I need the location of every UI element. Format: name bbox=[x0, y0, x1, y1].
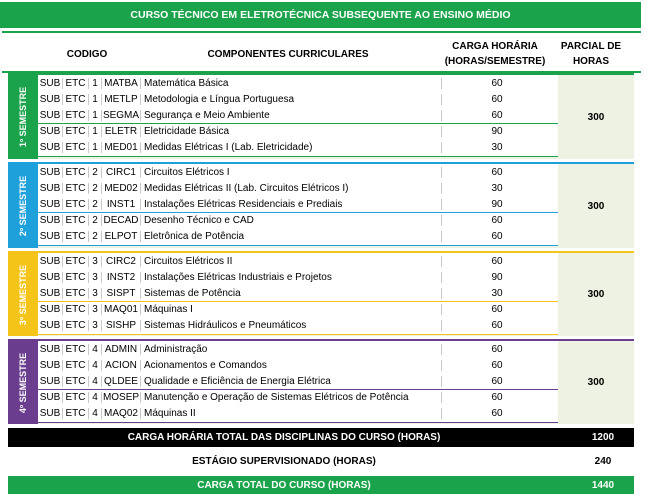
course-semester-number: 1 bbox=[89, 110, 102, 121]
course-semester-number: 4 bbox=[89, 360, 102, 371]
course-semester-number: 4 bbox=[89, 376, 102, 387]
course-type: SUB bbox=[38, 199, 63, 210]
course-row bbox=[38, 196, 558, 213]
course-row bbox=[38, 229, 558, 246]
semester-side-label bbox=[8, 341, 38, 424]
course-name: Acionamentos e Comandos bbox=[141, 360, 442, 371]
course-row bbox=[38, 91, 558, 108]
course-area: ETC bbox=[63, 142, 89, 153]
course-row bbox=[38, 180, 558, 197]
course-hours: 60 bbox=[491, 231, 503, 243]
semester-side-label bbox=[8, 164, 38, 248]
semester-partial-hours: 300 bbox=[587, 111, 605, 123]
course-hours: 90 bbox=[491, 126, 503, 138]
course-area: ETC bbox=[63, 408, 89, 419]
semester-course-list bbox=[38, 164, 558, 248]
course-type: SUB bbox=[38, 167, 63, 178]
course-semester-number: 2 bbox=[89, 183, 102, 194]
course-area: ETC bbox=[63, 231, 89, 242]
course-type: SUB bbox=[38, 94, 63, 105]
total-disciplinas-value: 1200 bbox=[591, 432, 615, 443]
course-code: MED01 bbox=[102, 142, 141, 153]
course-hours: 60 bbox=[491, 343, 503, 355]
course-code: SISHP bbox=[102, 320, 141, 331]
course-row bbox=[38, 373, 558, 390]
course-name: Sistemas Hidráulicos e Pneumáticos bbox=[141, 320, 442, 331]
semester-label: 4º SEMESTRE bbox=[18, 352, 28, 413]
course-type: SUB bbox=[38, 256, 63, 267]
course-hours: 60 bbox=[491, 215, 503, 227]
course-hours: 60 bbox=[491, 375, 503, 387]
course-code: MAQ01 bbox=[102, 304, 141, 315]
course-row bbox=[38, 341, 558, 358]
course-semester-number: 1 bbox=[89, 142, 102, 153]
course-semester-number: 4 bbox=[89, 408, 102, 419]
course-name: Qualidade e Eficiência de Energia Elétrica bbox=[141, 376, 442, 387]
header-parcial: PARCIAL DE HORAS bbox=[560, 41, 622, 67]
course-area: ETC bbox=[63, 78, 89, 89]
course-code: CIRC1 bbox=[102, 167, 141, 178]
course-area: ETC bbox=[63, 126, 89, 137]
course-area: ETC bbox=[63, 167, 89, 178]
estagio-row bbox=[8, 453, 634, 470]
course-row bbox=[38, 107, 558, 124]
course-code: SISPT bbox=[102, 288, 141, 299]
course-area: ETC bbox=[63, 360, 89, 371]
course-code: SEGMA bbox=[102, 109, 140, 121]
course-area: ETC bbox=[63, 256, 89, 267]
course-area: ETC bbox=[63, 183, 89, 194]
course-row bbox=[38, 406, 558, 423]
course-name: Medidas Elétricas II (Lab. Circuitos Elétricos I) bbox=[141, 183, 442, 194]
course-hours: 60 bbox=[491, 255, 503, 267]
semester-label: 3º SEMESTRE bbox=[18, 264, 28, 325]
course-type: SUB bbox=[38, 110, 63, 121]
course-type: SUB bbox=[38, 408, 63, 419]
course-row bbox=[38, 164, 558, 181]
course-hours: 30 bbox=[491, 142, 503, 154]
course-row bbox=[38, 124, 558, 141]
course-hours: 60 bbox=[491, 359, 503, 371]
course-row bbox=[38, 75, 558, 92]
course-type: SUB bbox=[38, 78, 63, 89]
semester-partial-hours: 300 bbox=[587, 377, 605, 388]
course-type: SUB bbox=[38, 344, 63, 355]
course-name: Eletrônica de Potência bbox=[141, 231, 442, 242]
course-hours: 60 bbox=[491, 93, 503, 105]
course-code: MED02 bbox=[102, 183, 141, 194]
course-hours: 60 bbox=[491, 304, 503, 316]
course-hours: 60 bbox=[491, 320, 503, 332]
course-row bbox=[38, 285, 558, 302]
course-name: Máquinas II bbox=[141, 408, 442, 419]
course-row bbox=[38, 357, 558, 374]
course-code: MAQ02 bbox=[102, 408, 141, 419]
course-semester-number: 3 bbox=[89, 288, 102, 299]
course-hours: 60 bbox=[491, 166, 503, 178]
semester-block bbox=[8, 73, 634, 159]
course-area: ETC bbox=[63, 392, 89, 403]
course-code: DECAD bbox=[102, 215, 141, 226]
semester-course-list bbox=[38, 341, 558, 424]
course-code: ELETR bbox=[102, 126, 141, 137]
course-code: QLDEE bbox=[102, 376, 141, 387]
course-semester-number: 2 bbox=[89, 199, 102, 210]
course-semester-number: 3 bbox=[89, 272, 102, 283]
course-semester-number: 3 bbox=[89, 256, 102, 267]
estagio-label: ESTÁGIO SUPERVISIONADO (HORAS) bbox=[192, 456, 376, 467]
course-hours: 30 bbox=[491, 182, 503, 194]
course-type: SUB bbox=[38, 183, 63, 194]
course-area: ETC bbox=[63, 320, 89, 331]
semester-partial-hours: 300 bbox=[587, 289, 605, 300]
course-type: SUB bbox=[38, 288, 63, 299]
total-curso-bar bbox=[8, 476, 634, 494]
course-hours: 60 bbox=[491, 77, 503, 89]
semester-course-list bbox=[38, 75, 558, 159]
course-hours: 90 bbox=[491, 271, 503, 283]
course-semester-number: 1 bbox=[89, 126, 102, 137]
course-area: ETC bbox=[63, 110, 89, 121]
course-semester-number: 1 bbox=[89, 94, 102, 105]
course-hours: 90 bbox=[491, 198, 503, 210]
course-type: SUB bbox=[38, 272, 63, 283]
course-hours: 60 bbox=[491, 408, 503, 420]
course-name: Circuitos Elétricos I bbox=[141, 167, 442, 178]
course-hours: 30 bbox=[491, 287, 503, 299]
course-type: SUB bbox=[38, 392, 63, 403]
course-code: CIRC2 bbox=[102, 256, 141, 267]
course-semester-number: 2 bbox=[89, 231, 102, 242]
header-carga-horaria: CARGA HORÁRIA (HORAS/SEMESTRE) bbox=[444, 41, 546, 67]
semester-side-label bbox=[8, 75, 38, 159]
course-type: SUB bbox=[38, 215, 63, 226]
course-area: ETC bbox=[63, 304, 89, 315]
course-semester-number: 4 bbox=[89, 344, 102, 355]
total-disciplinas-label: CARGA HORÁRIA TOTAL DAS DISCIPLINAS DO CURSO (HORAS) bbox=[127, 432, 441, 443]
course-hours: 60 bbox=[491, 109, 503, 121]
course-code: MATBA bbox=[102, 78, 141, 89]
course-row bbox=[38, 253, 558, 270]
course-name: Sistemas de Potência bbox=[141, 288, 442, 299]
course-name: Eletricidade Básica bbox=[141, 126, 442, 137]
course-type: SUB bbox=[38, 360, 63, 371]
course-type: SUB bbox=[38, 231, 63, 242]
page-title: CURSO TÉCNICO EM ELETROTÉCNICA SUBSEQUENTE AO ENSINO MÉDIO bbox=[0, 2, 641, 28]
course-area: ETC bbox=[63, 288, 89, 299]
course-name: Máquinas I bbox=[141, 304, 442, 315]
course-area: ETC bbox=[63, 376, 89, 387]
course-name: Instalações Elétricas Residenciais e Prediais bbox=[141, 199, 442, 210]
course-code: ADMIN bbox=[102, 344, 141, 355]
course-name: Circuitos Elétricos II bbox=[141, 256, 442, 267]
course-code: METLP bbox=[102, 94, 141, 105]
course-row bbox=[38, 390, 558, 407]
total-curso-label: CARGA TOTAL DO CURSO (HORAS) bbox=[197, 479, 371, 491]
course-area: ETC bbox=[63, 215, 89, 226]
header-componentes: COMPONENTES CURRICULARES bbox=[207, 48, 369, 60]
estagio-value: 240 bbox=[594, 456, 612, 467]
semester-label: 1º SEMESTRE bbox=[18, 86, 28, 148]
semester-block bbox=[8, 162, 634, 248]
course-name: Manutenção e Operação de Sistemas Elétricos de Potência bbox=[141, 392, 442, 403]
course-semester-number: 2 bbox=[89, 215, 102, 226]
course-semester-number: 2 bbox=[89, 167, 102, 178]
course-code: INST2 bbox=[102, 272, 141, 283]
course-type: SUB bbox=[38, 142, 63, 153]
course-hours: 60 bbox=[491, 392, 503, 404]
course-area: ETC bbox=[63, 94, 89, 105]
course-area: ETC bbox=[63, 344, 89, 355]
course-type: SUB bbox=[38, 376, 63, 387]
semester-block bbox=[8, 339, 634, 424]
course-code: INST1 bbox=[102, 199, 141, 210]
course-code: MOSEP bbox=[102, 392, 140, 404]
course-row bbox=[38, 140, 558, 157]
course-name: Matemática Básica bbox=[141, 78, 442, 89]
course-code: ELPOT bbox=[102, 231, 141, 242]
total-curso-value: 1440 bbox=[591, 479, 615, 491]
course-code: ACION bbox=[102, 360, 141, 371]
course-name: Desenho Técnico e CAD bbox=[141, 215, 442, 226]
course-row bbox=[38, 302, 558, 319]
course-type: SUB bbox=[38, 126, 63, 137]
course-name: Metodologia e Língua Portuguesa bbox=[141, 94, 442, 105]
course-name: Administração bbox=[141, 344, 442, 355]
semester-side-label bbox=[8, 253, 38, 336]
course-name: Medidas Elétricas I (Lab. Eletricidade) bbox=[141, 142, 442, 153]
course-type: SUB bbox=[38, 320, 63, 331]
semester-partial-hours: 300 bbox=[587, 200, 605, 212]
semester-block bbox=[8, 251, 634, 336]
semester-label: 2º SEMESTRE bbox=[18, 175, 28, 237]
course-semester-number: 3 bbox=[89, 304, 102, 315]
course-name: Instalações Elétricas Industriais e Projetos bbox=[141, 272, 442, 283]
header-codigo: CODIGO bbox=[66, 48, 108, 60]
course-area: ETC bbox=[63, 272, 89, 283]
course-semester-number: 4 bbox=[89, 392, 102, 403]
course-semester-number: 3 bbox=[89, 320, 102, 331]
course-area: ETC bbox=[63, 199, 89, 210]
course-row bbox=[38, 318, 558, 335]
course-semester-number: 1 bbox=[89, 78, 102, 89]
total-disciplinas-bar bbox=[8, 428, 634, 447]
header-divider bbox=[2, 31, 641, 33]
course-row bbox=[38, 269, 558, 286]
course-type: SUB bbox=[38, 304, 63, 315]
course-name: Segurança e Meio Ambiente bbox=[141, 110, 442, 121]
semester-course-list bbox=[38, 253, 558, 336]
course-row bbox=[38, 213, 558, 230]
